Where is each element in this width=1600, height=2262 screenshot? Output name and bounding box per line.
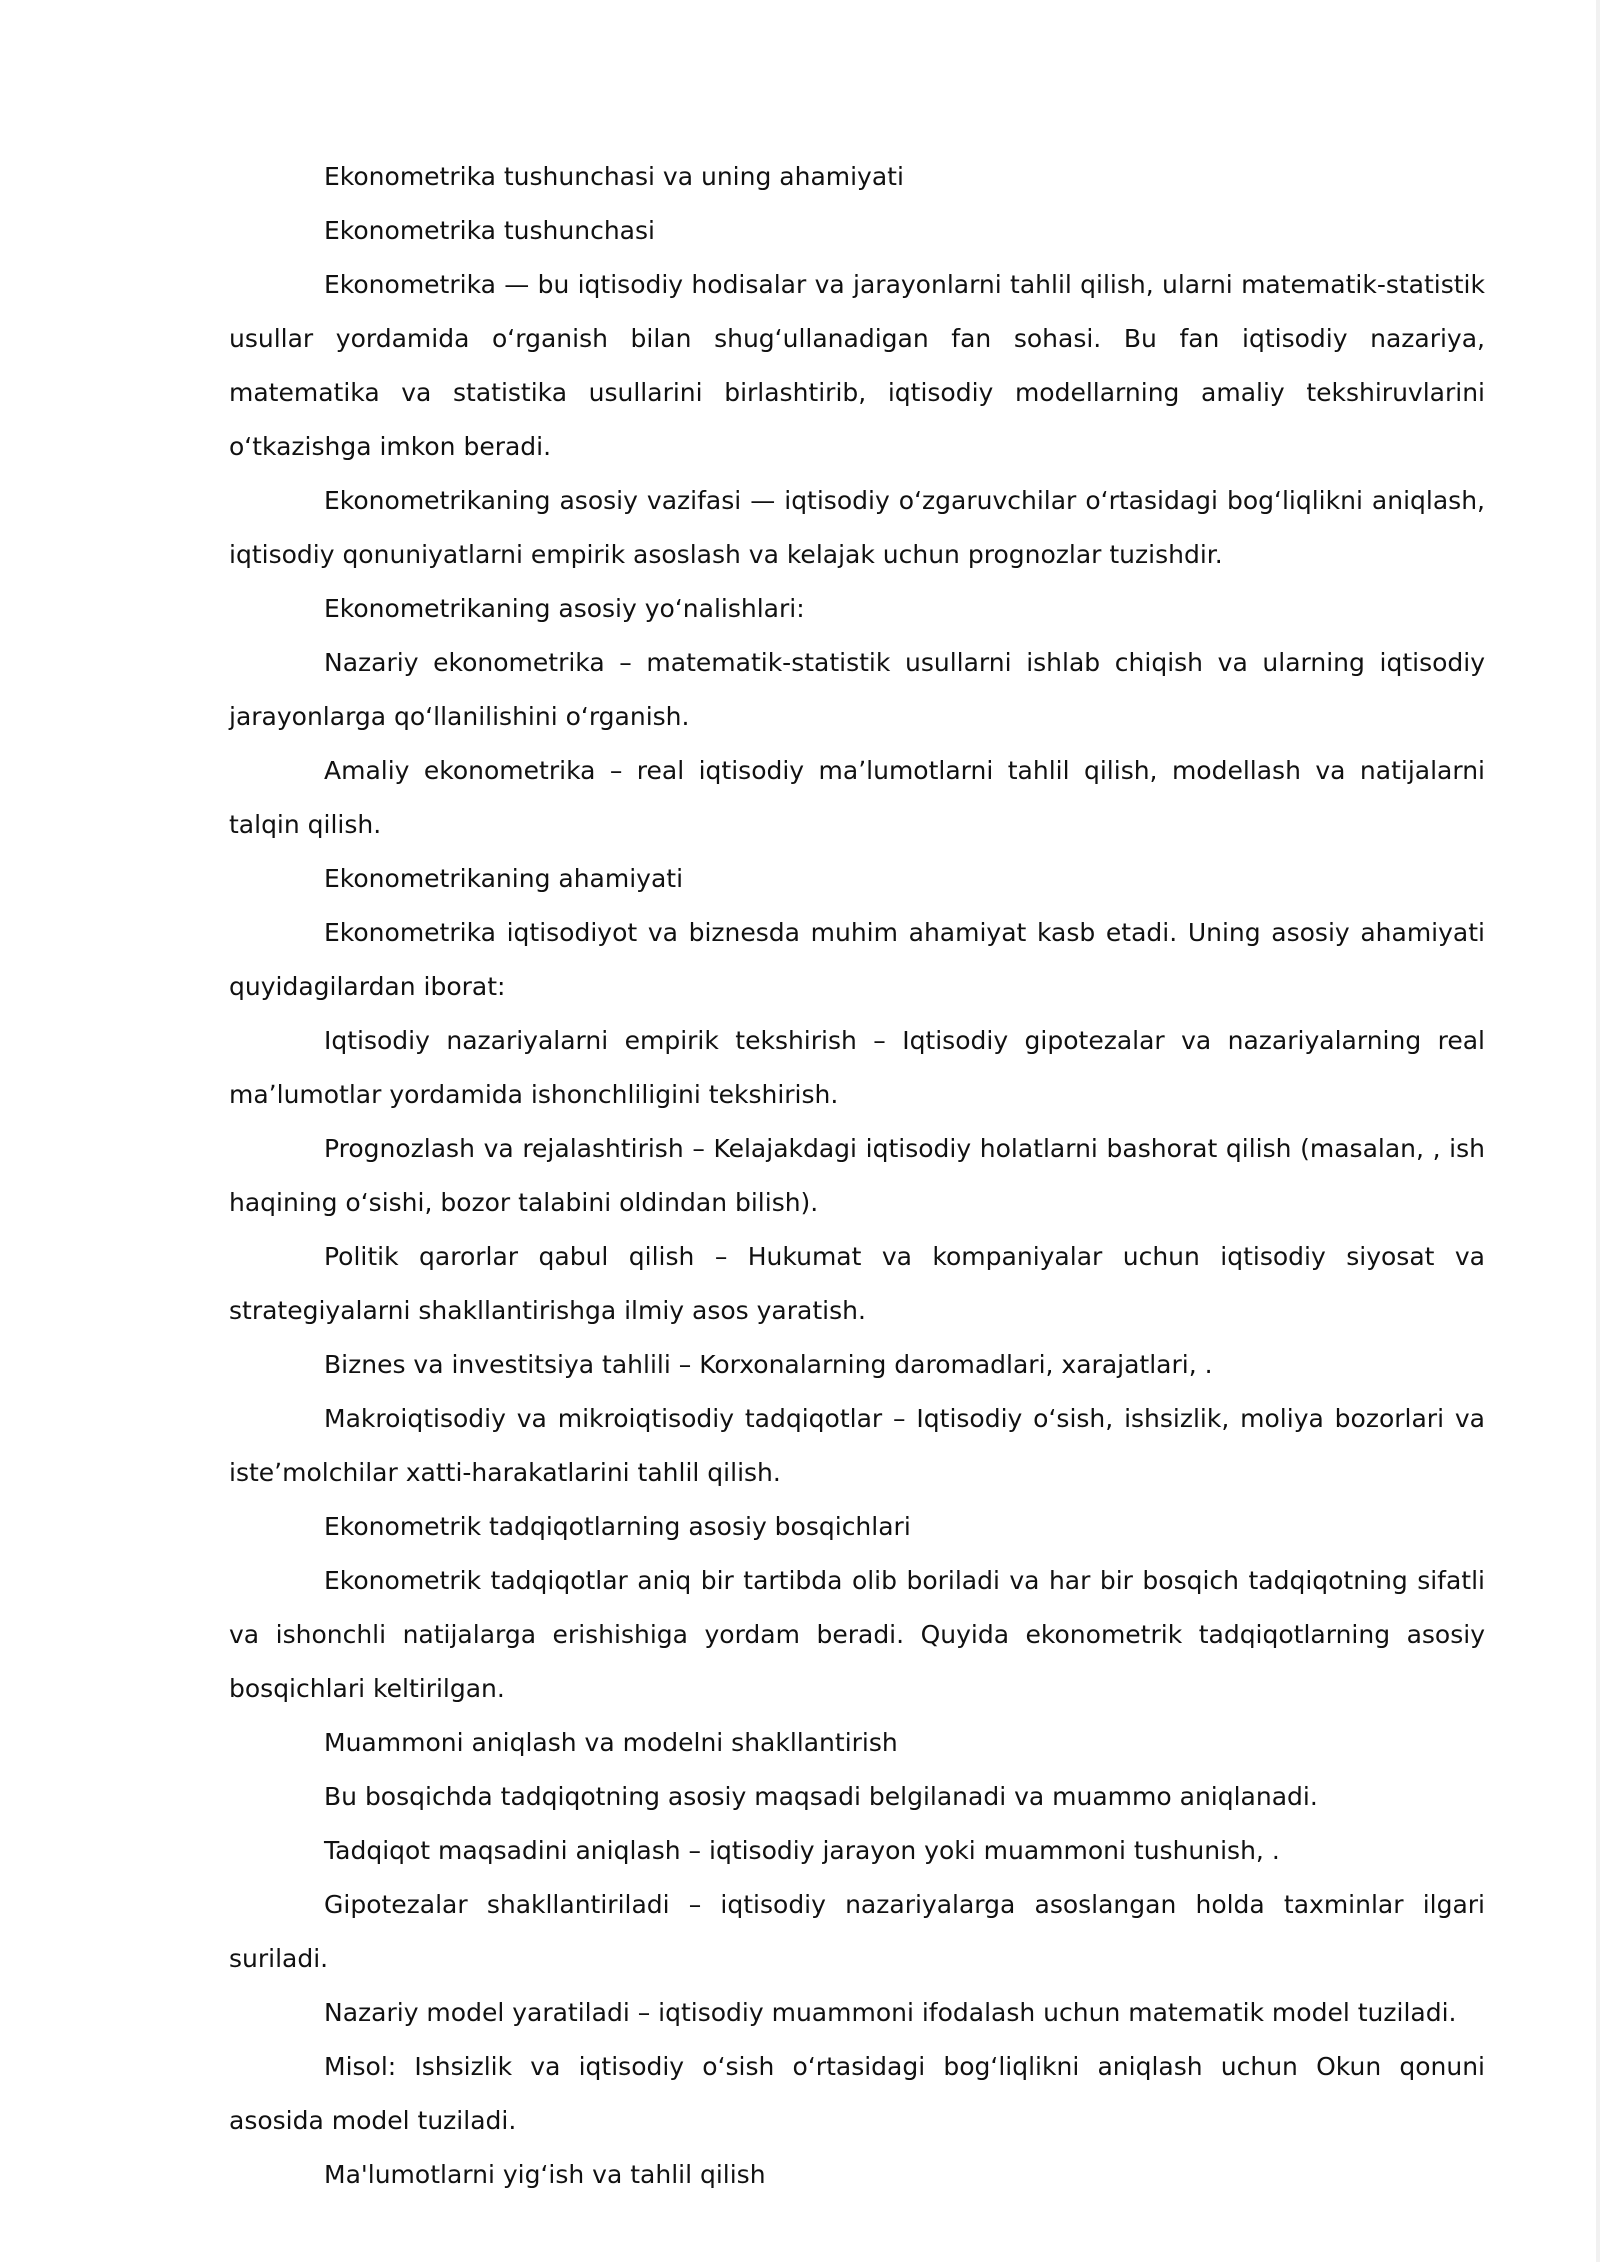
section-heading: Muammoni aniqlash va modelni shakllantirish [324,1728,898,1757]
example-paragraph: Misol: Ishsizlik va iqtisodiy oʻsish oʻrtasidagi bogʻliqlikni aniqlash uchun Okun qonuni asosida model tuziladi. [229,2052,1485,2135]
list-item: Iqtisodiy nazariyalarni empirik tekshirish – Iqtisodiy gipotezalar va nazariyalarning real maʼlumotlar yordamida ishonchliligini tekshirish. [229,1026,1485,1109]
paragraph: Ekonometrikaning asosiy vazifasi — iqtisodiy oʻzgaruvchilar oʻrtasidagi bogʻliqlikni aniqlash, iqtisodiy qonuniyatlarni empirik asoslash va kelajak uchun prognozlar tuzishdir. [229,486,1485,569]
document-title: Ekonometrika tushunchasi va uning ahamiyati [324,162,904,191]
list-item: Amaliy ekonometrika – real iqtisodiy maʼlumotlarni tahlil qilish, modellash va natijalarni talqin qilish. [229,756,1485,839]
paragraph: Ekonometrika — bu iqtisodiy hodisalar va jarayonlarni tahlil qilish, ularni matematik-statistik usullar yordamida oʻrganish bilan shugʻullanadigan fan sohasi. Bu fan iqtisodiy nazariya, matematika va statistika usullarini birlashtirib, iqtisodiy modellarning amaliy tekshiruvlarini oʻtkazishga imkon beradi. [229,270,1485,461]
section-heading: Ekonometrikaning asosiy yoʻnalishlari: [324,594,805,623]
paragraph: Ekonometrika iqtisodiyot va biznesda muhim ahamiyat kasb etadi. Uning asosiy ahamiyati quyidagilardan iborat: [229,918,1485,1001]
list-item: Nazariy model yaratiladi – iqtisodiy muammoni ifodalash uchun matematik model tuziladi. [324,1998,1457,2027]
list-item: Gipotezalar shakllantiriladi – iqtisodiy nazariyalarga asoslangan holda taxminlar ilgari suriladi. [229,1890,1485,1973]
section-heading: Ma'lumotlarni yigʻish va tahlil qilish [324,2160,766,2189]
section-heading: Ekonometrik tadqiqotlarning asosiy bosqichlari [324,1512,911,1541]
paragraph: Ekonometrik tadqiqotlar aniq bir tartibda olib boriladi va har bir bosqich tadqiqotning sifatli va ishonchli natijalarga erishishiga yordam beradi. Quyida ekonometrik tadqiqotlarning asosiy bosqichlari keltirilgan. [229,1566,1485,1703]
list-item: Biznes va investitsiya tahlili – Korxonalarning daromadlari, xarajatlari, . [324,1350,1213,1379]
list-item: Prognozlash va rejalashtirish – Kelajakdagi iqtisodiy holatlarni bashorat qilish (masalan, , ish haqining oʻsishi, bozor talabini oldindan bilish). [229,1134,1485,1217]
document-body [229,150,1485,2202]
list-item: Nazariy ekonometrika – matematik-statistik usullarni ishlab chiqish va ularning iqtisodiy jarayonlarga qoʻllanilishini oʻrganish. [229,648,1485,731]
section-heading: Ekonometrika tushunchasi [324,216,655,245]
list-item: Politik qarorlar qabul qilish – Hukumat va kompaniyalar uchun iqtisodiy siyosat va strategiyalarni shakllantirishga ilmiy asos yaratish. [229,1242,1485,1325]
page-edge [1596,0,1600,2262]
section-heading: Ekonometrikaning ahamiyati [324,864,684,893]
list-item: Tadqiqot maqsadini aniqlash – iqtisodiy jarayon yoki muammoni tushunish, . [324,1836,1280,1865]
list-item: Makroiqtisodiy va mikroiqtisodiy tadqiqotlar – Iqtisodiy oʻsish, ishsizlik, moliya bozorlari va isteʼmolchilar xatti-harakatlarini tahlil qilish. [229,1404,1485,1487]
paragraph: Bu bosqichda tadqiqotning asosiy maqsadi belgilanadi va muammo aniqlanadi. [324,1782,1318,1811]
